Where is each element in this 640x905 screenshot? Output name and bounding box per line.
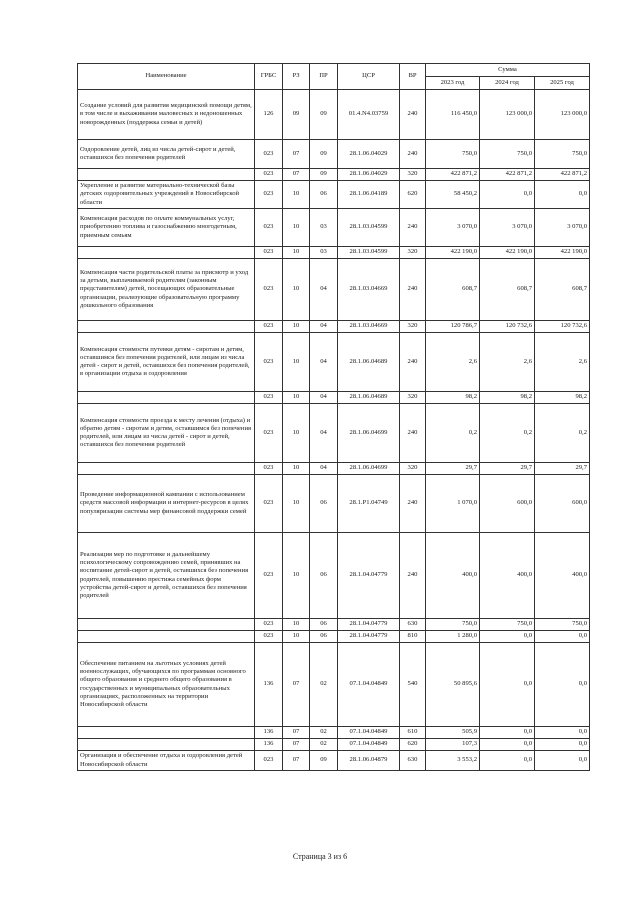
cell-pr: 06 <box>310 619 338 631</box>
cell-name <box>78 392 255 404</box>
cell-pr: 04 <box>310 333 338 392</box>
table-row <box>78 643 590 727</box>
cell-2024: 0,2 <box>480 404 535 463</box>
cell-vr: 240 <box>400 333 426 392</box>
table-row <box>78 247 590 259</box>
cell-pr: 09 <box>310 140 338 169</box>
cell-pr: 04 <box>310 259 338 321</box>
col-grbs-header: ГРБС <box>255 64 283 90</box>
cell-rz: 10 <box>283 247 310 259</box>
cell-csr: 28.1.06.04879 <box>338 751 400 771</box>
budget-table <box>77 63 590 771</box>
col-vr-header: ВР <box>400 64 426 90</box>
cell-pr: 04 <box>310 392 338 404</box>
cell-grbs: 136 <box>255 727 283 739</box>
cell-csr: 28.1.06.04699 <box>338 404 400 463</box>
cell-2024: 422 871,2 <box>480 169 535 181</box>
cell-2024: 123 000,0 <box>480 90 535 140</box>
cell-2023: 400,0 <box>426 533 480 619</box>
cell-2024: 0,0 <box>480 727 535 739</box>
cell-vr: 240 <box>400 475 426 533</box>
cell-2025: 0,0 <box>535 643 590 727</box>
cell-csr: 28.1.04.04779 <box>338 533 400 619</box>
table-row <box>78 404 590 463</box>
cell-2025: 400,0 <box>535 533 590 619</box>
cell-2023: 608,7 <box>426 259 480 321</box>
cell-vr: 240 <box>400 90 426 140</box>
cell-grbs: 023 <box>255 321 283 333</box>
cell-vr: 610 <box>400 727 426 739</box>
cell-name <box>78 739 255 751</box>
cell-vr: 240 <box>400 533 426 619</box>
table-row <box>78 140 590 169</box>
col-name-header: Наименование <box>78 64 255 90</box>
cell-2023: 1 070,0 <box>426 475 480 533</box>
cell-vr: 620 <box>400 739 426 751</box>
cell-rz: 10 <box>283 404 310 463</box>
table-row <box>78 631 590 643</box>
cell-rz: 10 <box>283 392 310 404</box>
cell-rz: 09 <box>283 90 310 140</box>
col-2023-header: 2023 год <box>426 77 480 90</box>
cell-vr: 540 <box>400 643 426 727</box>
cell-grbs: 126 <box>255 90 283 140</box>
cell-2024: 29,7 <box>480 463 535 475</box>
cell-csr: 28.1.06.04689 <box>338 333 400 392</box>
cell-csr: 07.1.04.04849 <box>338 739 400 751</box>
cell-2024: 0,0 <box>480 181 535 209</box>
cell-name <box>78 619 255 631</box>
cell-2023: 2,6 <box>426 333 480 392</box>
cell-2023: 120 786,7 <box>426 321 480 333</box>
cell-2025: 2,6 <box>535 333 590 392</box>
table-row <box>78 392 590 404</box>
cell-grbs: 023 <box>255 619 283 631</box>
cell-2024: 750,0 <box>480 619 535 631</box>
cell-2023: 58 450,2 <box>426 181 480 209</box>
table-row <box>78 90 590 140</box>
cell-2025: 0,2 <box>535 404 590 463</box>
table-row <box>78 739 590 751</box>
col-sum-header: Сумма <box>426 64 590 77</box>
cell-csr: 28.1.06.04029 <box>338 169 400 181</box>
col-2025-header: 2025 год <box>535 77 590 90</box>
cell-2023: 3 070,0 <box>426 209 480 247</box>
cell-name: Компенсация стоимости проезда к месту лечения (отдыха) и обратно детям - сиротам и детям, оставшимся без попечения родителей, или лицам из числа детей - сирот и детей, оставшихся без попечения родителей <box>78 404 255 463</box>
cell-2025: 0,0 <box>535 751 590 771</box>
cell-grbs: 023 <box>255 751 283 771</box>
cell-2023: 422 871,2 <box>426 169 480 181</box>
cell-2025: 608,7 <box>535 259 590 321</box>
cell-2024: 0,0 <box>480 751 535 771</box>
cell-2024: 608,7 <box>480 259 535 321</box>
cell-rz: 10 <box>283 321 310 333</box>
cell-vr: 320 <box>400 247 426 259</box>
cell-2024: 0,0 <box>480 631 535 643</box>
cell-grbs: 023 <box>255 140 283 169</box>
cell-csr: 28.1.04.04779 <box>338 619 400 631</box>
cell-csr: 28.1.03.04599 <box>338 209 400 247</box>
cell-csr: 07.1.04.04849 <box>338 727 400 739</box>
cell-csr: 28.1.06.04029 <box>338 140 400 169</box>
cell-name <box>78 727 255 739</box>
cell-name: Обеспечение питанием на льготных условиях детей военнослужащих, обучающихся по программам основного общего образования и среднего общего образования в государственных и муниципальных образовательных организациях, расположенных на территории Новосибирской области <box>78 643 255 727</box>
cell-rz: 10 <box>283 333 310 392</box>
cell-grbs: 023 <box>255 631 283 643</box>
cell-rz: 10 <box>283 619 310 631</box>
cell-csr: 28.1.03.04599 <box>338 247 400 259</box>
cell-vr: 810 <box>400 631 426 643</box>
cell-2025: 0,0 <box>535 739 590 751</box>
cell-name: Организация и обеспечение отдыха и оздоровления детей Новосибирской области <box>78 751 255 771</box>
cell-2023: 50 895,6 <box>426 643 480 727</box>
cell-grbs: 136 <box>255 643 283 727</box>
cell-name: Реализация мер по подготовке и дальнейшему психологическому сопровождению семей, принявших на воспитание детей-сирот и детей, оставшихся без попечения родителей, повышению престижа семейных форм устройства детей-сирот и детей, оставшихся без попечения родителей <box>78 533 255 619</box>
cell-2025: 3 070,0 <box>535 209 590 247</box>
cell-grbs: 023 <box>255 475 283 533</box>
cell-vr: 240 <box>400 404 426 463</box>
cell-pr: 09 <box>310 751 338 771</box>
cell-name <box>78 247 255 259</box>
table-row <box>78 209 590 247</box>
cell-rz: 10 <box>283 475 310 533</box>
cell-2025: 750,0 <box>535 619 590 631</box>
cell-name: Компенсация стоимости путевки детям - сиротам и детям, оставшимся без попечения родителей, или лицам из числа детей - сирот и детей, оставшихся без попечения родителей, в организации отдыха и оздоровления <box>78 333 255 392</box>
cell-csr: 28.1.06.04689 <box>338 392 400 404</box>
cell-vr: 320 <box>400 392 426 404</box>
cell-name: Компенсация расходов по оплате коммунальных услуг, приобретению топлива и газоснабжению многодетным, приемным семьям <box>78 209 255 247</box>
cell-grbs: 023 <box>255 181 283 209</box>
cell-grbs: 023 <box>255 259 283 321</box>
cell-name <box>78 463 255 475</box>
cell-2025: 0,0 <box>535 631 590 643</box>
cell-vr: 320 <box>400 321 426 333</box>
cell-rz: 10 <box>283 463 310 475</box>
cell-2025: 29,7 <box>535 463 590 475</box>
cell-vr: 240 <box>400 140 426 169</box>
cell-csr: 28.1.03.04669 <box>338 321 400 333</box>
cell-2024: 422 190,0 <box>480 247 535 259</box>
cell-2024: 400,0 <box>480 533 535 619</box>
table-row <box>78 259 590 321</box>
cell-vr: 630 <box>400 619 426 631</box>
table-row <box>78 181 590 209</box>
cell-2023: 98,2 <box>426 392 480 404</box>
cell-name <box>78 321 255 333</box>
cell-2025: 0,0 <box>535 181 590 209</box>
cell-rz: 07 <box>283 169 310 181</box>
cell-name: Оздоровление детей, лиц из числа детей-сирот и детей, оставшихся без попечения родителей <box>78 140 255 169</box>
cell-grbs: 023 <box>255 392 283 404</box>
cell-pr: 04 <box>310 321 338 333</box>
cell-2025: 123 000,0 <box>535 90 590 140</box>
cell-2025: 422 871,2 <box>535 169 590 181</box>
table-row <box>78 751 590 771</box>
cell-grbs: 023 <box>255 533 283 619</box>
cell-rz: 07 <box>283 643 310 727</box>
cell-vr: 240 <box>400 259 426 321</box>
cell-grbs: 023 <box>255 333 283 392</box>
cell-2023: 116 450,0 <box>426 90 480 140</box>
cell-pr: 09 <box>310 169 338 181</box>
cell-pr: 06 <box>310 475 338 533</box>
cell-grbs: 023 <box>255 209 283 247</box>
cell-vr: 240 <box>400 209 426 247</box>
cell-2024: 750,0 <box>480 140 535 169</box>
cell-name <box>78 169 255 181</box>
cell-2024: 120 732,6 <box>480 321 535 333</box>
cell-vr: 320 <box>400 169 426 181</box>
col-rz-header: РЗ <box>283 64 310 90</box>
cell-2024: 2,6 <box>480 333 535 392</box>
cell-name: Укрепление и развитие материально-технической базы детских оздоровительных учреждений в Новосибирской области <box>78 181 255 209</box>
cell-pr: 02 <box>310 739 338 751</box>
col-pr-header: ПР <box>310 64 338 90</box>
table-row <box>78 619 590 631</box>
cell-2023: 3 553,2 <box>426 751 480 771</box>
cell-pr: 02 <box>310 727 338 739</box>
cell-rz: 10 <box>283 181 310 209</box>
table-body <box>78 90 590 771</box>
cell-csr: 28.1.06.04189 <box>338 181 400 209</box>
cell-csr: 28.1.P1.04749 <box>338 475 400 533</box>
cell-pr: 06 <box>310 533 338 619</box>
page-number: Страница 3 из 6 <box>292 852 348 861</box>
cell-grbs: 023 <box>255 169 283 181</box>
cell-2025: 750,0 <box>535 140 590 169</box>
cell-2023: 29,7 <box>426 463 480 475</box>
cell-name: Создание условий для развития медицинской помощи детям, в том числе и выхаживания маловесных и недоношенных новорожденных (поддержка семьи и детей) <box>78 90 255 140</box>
cell-vr: 320 <box>400 463 426 475</box>
cell-rz: 07 <box>283 140 310 169</box>
cell-name: Проведение информационной кампании с использованием средств массовой информации и интернет-ресурсов в целях популяризации системы мер финансовой поддержки семей <box>78 475 255 533</box>
cell-grbs: 023 <box>255 463 283 475</box>
cell-pr: 06 <box>310 631 338 643</box>
cell-2025: 600,0 <box>535 475 590 533</box>
cell-2023: 750,0 <box>426 140 480 169</box>
table-row <box>78 475 590 533</box>
table-row <box>78 333 590 392</box>
cell-grbs: 023 <box>255 404 283 463</box>
cell-2023: 505,9 <box>426 727 480 739</box>
table-row <box>78 321 590 333</box>
table-row <box>78 533 590 619</box>
cell-2024: 0,0 <box>480 643 535 727</box>
col-csr-header: ЦСР <box>338 64 400 90</box>
cell-2023: 1 280,0 <box>426 631 480 643</box>
cell-rz: 10 <box>283 209 310 247</box>
cell-csr: 28.1.03.04669 <box>338 259 400 321</box>
cell-rz: 07 <box>283 751 310 771</box>
cell-2024: 0,0 <box>480 739 535 751</box>
table-row <box>78 727 590 739</box>
cell-2024: 98,2 <box>480 392 535 404</box>
cell-pr: 03 <box>310 209 338 247</box>
cell-2024: 600,0 <box>480 475 535 533</box>
cell-vr: 630 <box>400 751 426 771</box>
cell-2025: 0,0 <box>535 727 590 739</box>
cell-csr: 28.1.04.04779 <box>338 631 400 643</box>
cell-csr: 28.1.06.04699 <box>338 463 400 475</box>
cell-2023: 107,3 <box>426 739 480 751</box>
cell-pr: 06 <box>310 181 338 209</box>
cell-2024: 3 070,0 <box>480 209 535 247</box>
cell-name <box>78 631 255 643</box>
table-row <box>78 169 590 181</box>
cell-vr: 620 <box>400 181 426 209</box>
cell-pr: 09 <box>310 90 338 140</box>
col-2024-header: 2024 год <box>480 77 535 90</box>
cell-2023: 422 190,0 <box>426 247 480 259</box>
cell-grbs: 023 <box>255 247 283 259</box>
cell-2025: 120 732,6 <box>535 321 590 333</box>
cell-2025: 98,2 <box>535 392 590 404</box>
table-row <box>78 463 590 475</box>
cell-csr: 01.4.N4.03759 <box>338 90 400 140</box>
cell-name: Компенсация части родительской платы за присмотр и уход за детьми, выплачиваемой родителям (законным представителям) детей, посещающих образовательные организации, реализующие образовательную программу дошкольного образования <box>78 259 255 321</box>
cell-grbs: 136 <box>255 739 283 751</box>
cell-pr: 03 <box>310 247 338 259</box>
cell-2025: 422 190,0 <box>535 247 590 259</box>
cell-rz: 10 <box>283 631 310 643</box>
cell-pr: 04 <box>310 463 338 475</box>
cell-pr: 02 <box>310 643 338 727</box>
cell-rz: 07 <box>283 739 310 751</box>
cell-rz: 10 <box>283 259 310 321</box>
cell-rz: 10 <box>283 533 310 619</box>
cell-rz: 07 <box>283 727 310 739</box>
table-header <box>78 64 590 90</box>
cell-pr: 04 <box>310 404 338 463</box>
cell-2023: 750,0 <box>426 619 480 631</box>
cell-2023: 0,2 <box>426 404 480 463</box>
cell-csr: 07.1.04.04849 <box>338 643 400 727</box>
